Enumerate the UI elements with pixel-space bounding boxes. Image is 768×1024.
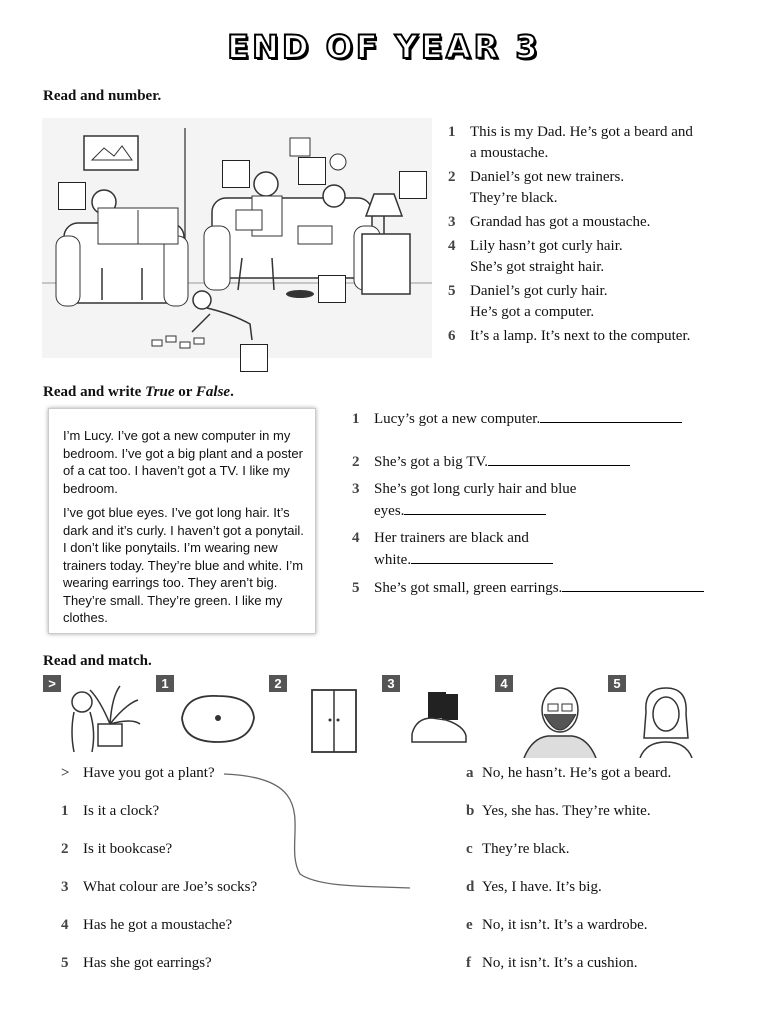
match-answer-text: No, it isn’t. It’s a wardrobe.	[482, 917, 648, 933]
match-answer-text: Yes, she has. They’re white.	[482, 803, 651, 819]
statement-number: 3	[448, 214, 456, 230]
answer-blank[interactable]	[404, 500, 546, 515]
statement-text: It’s a lamp. It’s next to the computer.	[470, 328, 691, 344]
answer-blank[interactable]	[540, 408, 682, 423]
question-item	[352, 408, 732, 451]
statement-item	[448, 236, 748, 278]
match-question-number: 4	[61, 917, 69, 933]
page-title: END OF YEAR 3	[227, 28, 541, 66]
match-answer-letter: e	[466, 917, 473, 933]
match-question-text: Is it bookcase?	[83, 841, 173, 857]
match-question-number: 3	[61, 879, 69, 895]
question-text: Her trainers are black and	[374, 530, 529, 546]
picture-badge: >	[43, 675, 61, 692]
picture-badge: 4	[495, 675, 513, 692]
match-question	[61, 765, 321, 803]
picture-badge: 1	[156, 675, 174, 692]
match-question-text: Has he got a moustache?	[83, 917, 233, 933]
match-question	[61, 803, 321, 841]
statement-item	[448, 212, 748, 233]
cushion-picture	[176, 688, 260, 748]
match-question	[61, 879, 321, 917]
number-box-lily[interactable]	[240, 344, 268, 372]
statement-text: Daniel’s got curly hair.	[470, 283, 608, 299]
question-number: 4	[352, 530, 360, 546]
match-answer-text: They’re black.	[482, 841, 570, 857]
question-number: 5	[352, 580, 360, 596]
question-text: She’s got small, green earrings.	[374, 580, 563, 596]
question-text: eyes.	[374, 503, 405, 519]
question-text: She’s got long curly hair and blue	[374, 481, 577, 497]
picture-badge: 3	[382, 675, 400, 692]
statement-number: 2	[448, 169, 456, 185]
match-question-number: 5	[61, 955, 69, 971]
statement-number: 1	[448, 124, 456, 140]
match-answer	[466, 955, 746, 993]
match-answer-letter: c	[466, 841, 473, 857]
answer-blank[interactable]	[411, 549, 553, 564]
question-text: She’s got a big TV.	[374, 454, 489, 470]
number-box-trainers[interactable]	[318, 275, 346, 303]
match-question-number: 2	[61, 841, 69, 857]
statement-text: They’re black.	[470, 190, 558, 206]
statement-item	[448, 281, 748, 323]
question-item	[352, 451, 732, 479]
heading-text: Read and write	[43, 384, 146, 400]
number-box-daniel[interactable]	[298, 157, 326, 185]
match-answer-text: No, he hasn’t. He’s got a beard.	[482, 765, 672, 781]
statement-number: 5	[448, 283, 456, 299]
question-number: 2	[352, 454, 360, 470]
match-answer	[466, 803, 746, 841]
section-heading-true-false	[43, 384, 234, 401]
answer-blank[interactable]	[488, 451, 630, 466]
heading-text: .	[230, 384, 234, 400]
question-item	[352, 577, 732, 599]
reading-paragraph: I’m Lucy. I’ve got a new computer in my bedroom. I’ve got a big plant and a poster of a cat too. I haven’t got a TV. I like my bedroom.	[63, 428, 303, 496]
wardrobe-picture	[306, 684, 362, 756]
statement-number: 6	[448, 328, 456, 344]
match-answer	[466, 917, 746, 955]
reading-paragraph: I’ve got blue eyes. I’ve got long hair. It’s dark and it’s curly. I haven’t got a ponytail. I don’t like ponytails. I’m wearing new trainers today. They’re blue and white. I’m wearing earrings too. They aren’t big. They’re small. They’re green. I like my clothes.	[63, 505, 304, 625]
statement-text: He’s got a computer.	[470, 304, 595, 320]
section-heading-read-and-number: Read and number.	[43, 88, 162, 104]
match-answer-text: Yes, I have. It’s big.	[482, 879, 602, 895]
match-question	[61, 955, 321, 993]
statement-number: 4	[448, 238, 456, 254]
true-false-questions	[352, 408, 732, 599]
question-number: 3	[352, 481, 360, 497]
reading-text-card	[48, 408, 316, 634]
heading-true: True	[145, 384, 175, 400]
match-question-number: 1	[61, 803, 69, 819]
match-answer-letter: a	[466, 765, 474, 781]
picture-badge: 2	[269, 675, 287, 692]
statement-text: She’s got straight hair.	[470, 259, 605, 275]
statement-list	[448, 122, 748, 347]
statement-text: Lily hasn’t got curly hair.	[470, 238, 623, 254]
heading-text: or	[174, 384, 196, 400]
statement-item	[448, 326, 748, 347]
statement-text: This is my Dad. He’s got a beard and	[470, 124, 693, 140]
question-item	[352, 479, 732, 528]
trainers-socks-picture	[406, 688, 470, 748]
match-question-text: Is it a clock?	[83, 803, 160, 819]
answer-blank[interactable]	[562, 577, 704, 592]
statement-item	[448, 167, 748, 209]
section-heading-read-and-match: Read and match.	[43, 653, 152, 669]
match-answer	[466, 765, 746, 803]
match-question-text: Has she got earrings?	[83, 955, 212, 971]
match-question-text: Have you got a plant?	[83, 765, 215, 781]
statement-text: a moustache.	[470, 145, 549, 161]
statement-item	[448, 122, 748, 164]
number-box-dad[interactable]	[222, 160, 250, 188]
question-text: white.	[374, 552, 412, 568]
statement-text: Grandad has got a moustache.	[470, 214, 651, 230]
statement-text: Daniel’s got new trainers.	[470, 169, 625, 185]
heading-false: False	[195, 384, 231, 400]
number-box-lamp[interactable]	[399, 171, 427, 199]
man-with-beard-picture	[518, 680, 602, 758]
picture-badge: 5	[608, 675, 626, 692]
match-question-text: What colour are Joe’s socks?	[83, 879, 258, 895]
question-item	[352, 528, 732, 577]
match-answer-text: No, it isn’t. It’s a cushion.	[482, 955, 638, 971]
match-answers	[466, 765, 746, 993]
match-answer-letter: d	[466, 879, 475, 895]
woman-with-earrings-picture	[632, 682, 696, 758]
number-box-grandad[interactable]	[58, 182, 86, 210]
living-room-illustration	[42, 118, 432, 370]
match-questions	[61, 765, 321, 993]
match-answer	[466, 879, 746, 917]
girl-with-plant-picture	[60, 680, 144, 756]
match-answer	[466, 841, 746, 879]
match-question-number: >	[61, 765, 70, 781]
question-number: 1	[352, 411, 360, 427]
match-answer-letter: f	[466, 955, 471, 971]
match-answer-letter: b	[466, 803, 475, 819]
match-question	[61, 841, 321, 879]
question-text: Lucy’s got a new computer.	[374, 411, 541, 427]
match-question	[61, 917, 321, 955]
